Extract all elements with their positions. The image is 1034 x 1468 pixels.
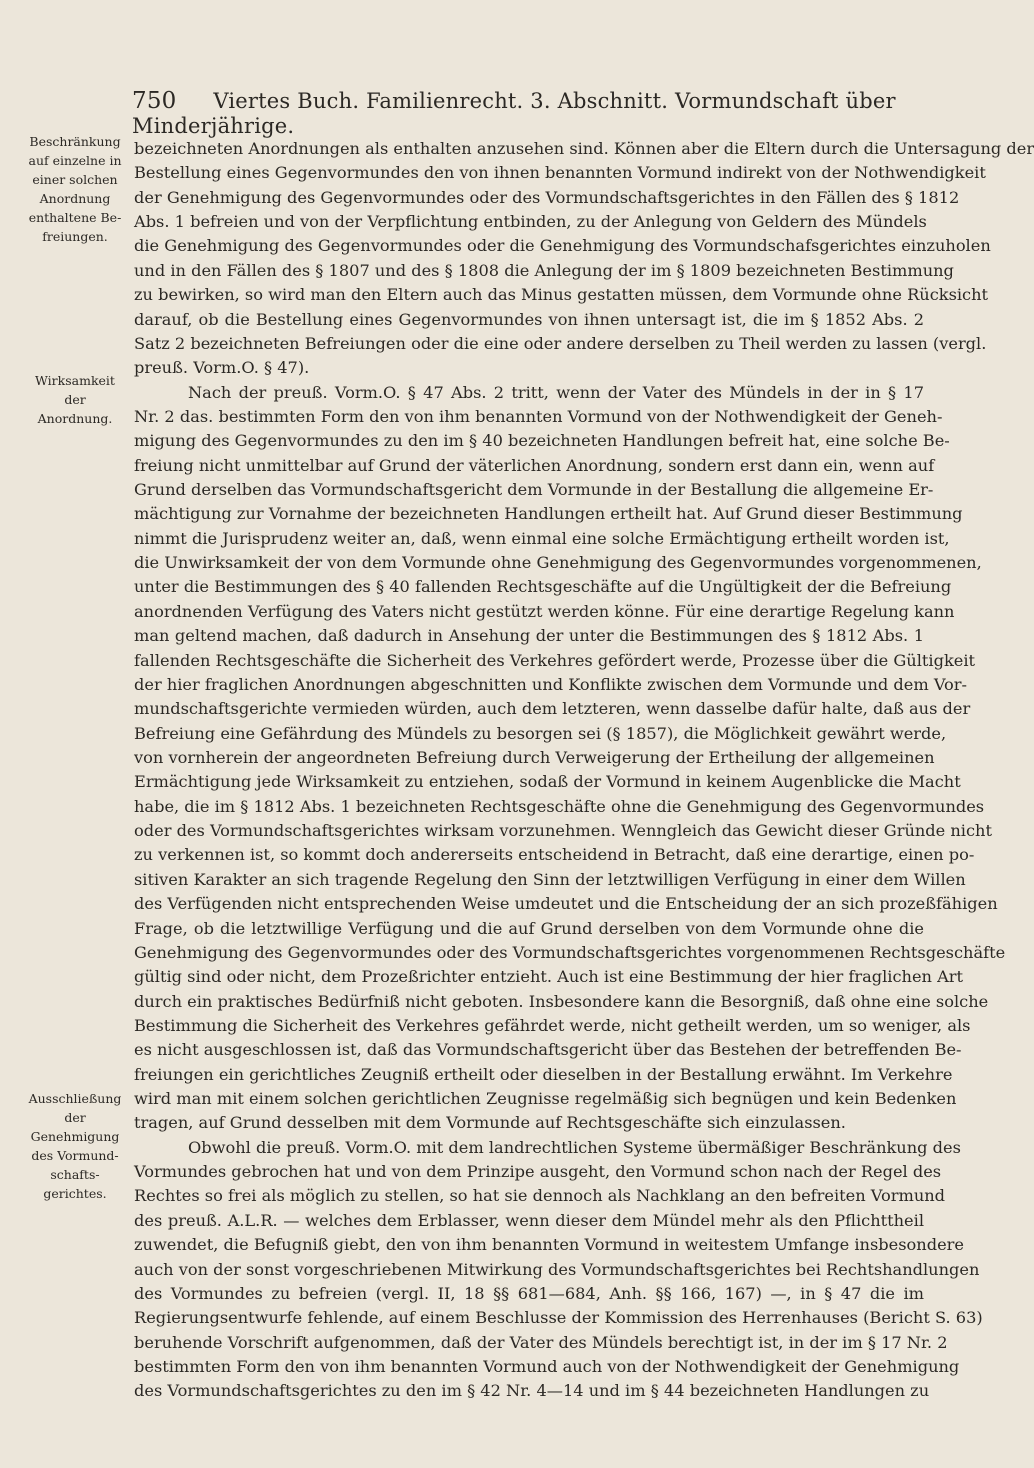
margin-note-befreiungen	[26, 132, 124, 246]
text-line: Vormundes gebrochen hat und von dem Prinzipe ausgeht, den Vormund schon nach der Regel des	[134, 1162, 942, 1182]
text-line: preuß. Vorm.O. § 47).	[134, 358, 310, 378]
text-line: Regierungsentwurfe fehlende, auf einem Beschlusse der Kommission des Herrenhauses (Bericht S. 63)	[134, 1308, 983, 1328]
margin-note-line: Wirksamkeit der	[35, 373, 115, 407]
text-line: zuwendet, die Befugniß giebt, den von ihm benannten Vormund in weitestem Umfange insbesondere	[134, 1235, 964, 1255]
text-line: sitiven Karakter an sich tragende Regelung den Sinn der letztwilligen Verfügung in einer dem Willen	[134, 869, 966, 889]
text-line: Frage, ob die letztwillige Verfügung und die auf Grund derselben von dem Vormunde ohne die	[134, 918, 924, 938]
margin-note-line: Beschränkung	[29, 134, 121, 149]
margin-note-line: freiungen.	[42, 229, 108, 244]
margin-note-line: Anordnung	[39, 191, 111, 206]
margin-note-line: des Vormund-	[31, 1148, 119, 1163]
text-line: es nicht ausgeschlossen ist, daß das Vormundschaftsgericht über das Bestehen der betreffenden Be-	[134, 1040, 962, 1060]
text-line: man geltend machen, daß dadurch in Ansehung der unter die Bestimmungen des § 1812 Abs. 1	[134, 626, 924, 646]
text-line: wird man mit einem solchen gerichtlichen Zeugnisse regelmäßig sich begnügen und kein Bedenken	[134, 1089, 957, 1109]
text-line: fallenden Rechtsgeschäfte die Sicherheit des Verkehres gefördert werde, Prozesse über die Gültigkeit	[134, 650, 976, 670]
text-line: Befreiung eine Gefährdung des Mündels zu besorgen sei (§ 1857), die Möglichkeit gewährt werde,	[134, 723, 947, 743]
text-line: zu bewirken, so wird man den Eltern auch das Minus gestatten müssen, dem Vormunde ohne Rücksicht	[134, 285, 989, 305]
text-line: Obwohl die preuß. Vorm.O. mit dem landrechtlichen Systeme übermäßiger Beschränkung des	[188, 1137, 961, 1157]
margin-note-line: gerichtes.	[43, 1186, 107, 1201]
text-line: habe, die im § 1812 Abs. 1 bezeichneten Rechtsgeschäfte ohne die Genehmigung des Gegenvormundes	[134, 796, 985, 816]
text-line: tragen, auf Grund desselben mit dem Vormunde auf Rechtsgeschäfte sich einzulassen.	[134, 1113, 846, 1133]
text-line: unter die Bestimmungen des § 40 fallenden Rechtsgeschäfte auf die Ungültigkeit der die Befreiung	[134, 577, 952, 597]
text-line: bestimmten Form den von ihm benannten Vormund auch von der Nothwendigkeit der Genehmigung	[134, 1356, 960, 1376]
text-line: Nr. 2 das. bestimmten Form den von ihm benannten Vormund von der Nothwendigkeit der Geneh-	[134, 406, 943, 426]
text-line: des Verfügenden nicht entsprechenden Weise umdeutet und die Entscheidung der an sich prozeßfähigen	[134, 894, 998, 914]
text-line: darauf, ob die Bestellung eines Gegenvormundes von ihnen untersagt ist, die im § 1852 Abs. 2	[134, 309, 924, 329]
text-line: Bestellung eines Gegenvormundes den von ihnen benannten Vormund indirekt von der Nothwendigkeit	[134, 163, 986, 183]
text-line: beruhende Vorschrift aufgenommen, daß der Vater des Mündels berechtigt ist, in der im § 17 Nr. 2	[134, 1332, 948, 1352]
margin-note-line: Ausschließung	[28, 1091, 122, 1106]
text-line: des Vormundschaftsgerichtes zu den im § 42 Nr. 4—14 und im § 44 bezeichneten Handlungen zu	[134, 1381, 930, 1401]
text-line: zu verkennen ist, so kommt doch andererseits entscheidend in Betracht, daß eine derartige, einen po-	[134, 845, 975, 865]
text-line: gültig sind oder nicht, dem Prozeßrichter entzieht. Auch ist eine Bestimmung der hier fraglichen Art	[134, 967, 964, 987]
text-line: mundschaftsgerichte vermieden würden, auch dem letzteren, wenn dasselbe dafür halte, daß aus der	[134, 699, 971, 719]
text-line: nimmt die Jurisprudenz weiter an, daß, wenn einmal eine solche Ermächtigung ertheilt worden ist,	[134, 528, 950, 548]
margin-note-line: Genehmigung	[30, 1129, 120, 1144]
margin-note-ausschliessung	[26, 1089, 124, 1203]
text-line: des Vormundes zu befreien (vergl. II, 18 §§ 681—684, Anh. §§ 166, 167) —, in § 47 die im	[134, 1283, 924, 1303]
text-line: mächtigung zur Vornahme der bezeichneten Handlungen ertheilt hat. Auf Grund dieser Bestimmung	[134, 504, 963, 524]
margin-note-line: Anordnung.	[37, 411, 113, 426]
text-line: Bestimmung die Sicherheit des Verkehres gefährdet werde, nicht getheilt werden, um so weniger, als	[134, 1015, 971, 1035]
text-line: der hier fraglichen Anordnungen abgeschnitten und Konflikte zwischen dem Vormunde und dem Vor-	[134, 674, 967, 694]
margin-note-line: enthaltene Be-	[28, 210, 122, 225]
text-line: Abs. 1 befreien und von der Verpflichtung entbinden, zu der Anlegung von Geldern des Mündels	[134, 212, 927, 232]
margin-note-line: der	[64, 1110, 86, 1125]
main-text	[134, 137, 1034, 1404]
text-line: Rechtes so frei als möglich zu stellen, so hat sie dennoch als Nachklang an den befreiten Vormund	[134, 1186, 946, 1206]
text-line: anordnenden Verfügung des Vaters nicht gestützt werden könne. Für eine derartige Regelung kann	[134, 601, 955, 621]
text-line: Nach der preuß. Vorm.O. § 47 Abs. 2 tritt, wenn der Vater des Mündels in der in § 17	[188, 382, 924, 402]
running-header	[132, 88, 932, 138]
text-line: der Genehmigung des Gegenvormundes oder des Vormundschaftsgerichtes in den Fällen des § 1812	[134, 187, 960, 207]
text-line: oder des Vormundschaftsgerichtes wirksam vorzunehmen. Wenngleich das Gewicht dieser Gründe nicht	[134, 821, 992, 841]
text-line: Ermächtigung jede Wirksamkeit zu entziehen, sodaß der Vormund in keinem Augenblicke die Macht	[134, 772, 961, 792]
text-line: freiungen ein gerichtliches Zeugniß ertheilt oder dieselben in der Bestallung erwähnt. Im Verkehre	[134, 1064, 953, 1084]
text-line: durch ein praktisches Bedürfniß nicht geboten. Insbesondere kann die Besorgniß, daß ohne eine solche	[134, 991, 989, 1011]
text-line: Genehmigung des Gegenvormundes oder des Vormundschaftsgerichtes vorgenommenen Rechtsgeschäfte	[134, 942, 1006, 962]
text-line: bezeichneten Anordnungen als enthalten anzusehen sind. Können aber die Eltern durch die Untersagung der	[134, 139, 1034, 158]
text-line: des preuß. A.L.R. — welches dem Erblasser, wenn dieser dem Mündel mehr als den Pflichttheil	[134, 1210, 924, 1230]
text-line: Satz 2 bezeichneten Befreiungen oder die eine oder andere derselben zu Theil werden zu lassen (vergl.	[134, 333, 987, 353]
margin-note-wirksamkeit	[26, 371, 124, 428]
page-number: 750	[132, 88, 177, 114]
text-line: Grund derselben das Vormundschaftsgericht dem Vormunde in der Bestallung die allgemeine Er-	[134, 480, 934, 500]
text-line: freiung nicht unmittelbar auf Grund der väterlichen Anordnung, sondern erst dann ein, wenn auf	[134, 455, 935, 475]
text-line: die Genehmigung des Gegenvormundes oder die Genehmigung des Vormundschafsgerichtes einzuholen	[134, 236, 991, 256]
text-line: migung des Gegenvormundes zu den im § 40 bezeichneten Handlungen befreit hat, eine solche Be-	[134, 431, 950, 451]
text-line: die Unwirksamkeit der von dem Vormunde ohne Genehmigung des Gegenvormundes vorgenommenen,	[134, 553, 982, 573]
text-line: auch von der sonst vorgeschriebenen Mitwirkung des Vormundschaftsgerichtes bei Rechtshandlungen	[134, 1259, 980, 1279]
text-line: und in den Fällen des § 1807 und des § 1808 die Anlegung der im § 1809 bezeichneten Bestimmung	[134, 260, 954, 280]
text-line: von vornherein der angeordneten Befreiung durch Verweigerung der Ertheilung der allgemeinen	[134, 747, 935, 767]
margin-note-line: auf einzelne in	[28, 153, 122, 168]
running-title: Viertes Buch. Familienrecht. 3. Abschnitt. Vormundschaft über Minderjährige.	[132, 89, 896, 138]
margin-note-line: schafts-	[50, 1167, 100, 1182]
margin-note-line: einer solchen	[32, 172, 118, 187]
